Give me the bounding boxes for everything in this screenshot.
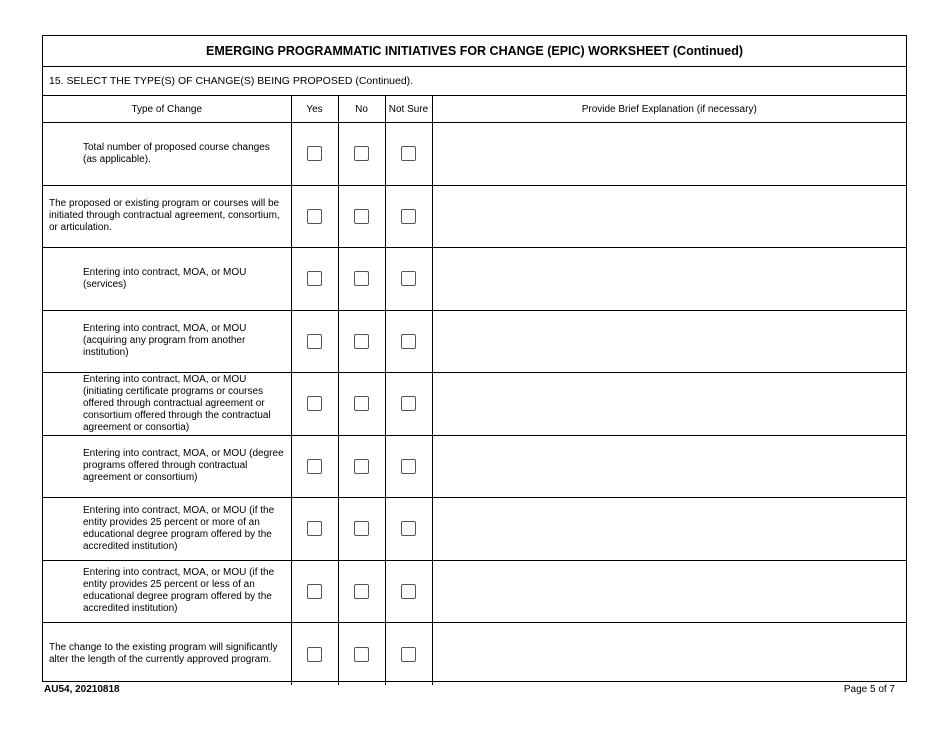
yes-checkbox[interactable] [307,647,322,662]
not-sure-checkbox[interactable] [401,396,416,411]
yes-checkbox[interactable] [307,271,322,286]
change-description-text: Entering into contract, MOA, or MOU (services) [83,266,247,290]
change-description-text: The proposed or existing program or courses will be initiated through contractual agreement, consortium, or articulation. [49,198,280,234]
table-row [43,185,906,248]
no-checkbox[interactable] [354,146,369,161]
col-yes-header: Yes [291,96,338,123]
yes-cell [291,623,338,686]
change-description [43,373,291,436]
no-checkbox[interactable] [354,459,369,474]
change-description-text: The change to the existing program will significantly alter the length of the currently approved program. [49,642,278,665]
no-cell [338,560,385,623]
change-description [43,123,291,186]
page-title: EMERGING PROGRAMMATIC INITIATIVES FOR CHANGE (EPIC) WORKSHEET (Continued) [43,36,906,67]
explanation-field[interactable] [432,623,906,686]
not-sure-checkbox[interactable] [401,521,416,536]
table-row [43,373,906,436]
explanation-field[interactable] [432,560,906,623]
change-description-text: Entering into contract, MOA, or MOU (if the entity provides 25 percent or less of an educational degree program offered by the accredited institution) [83,567,275,615]
yes-cell [291,560,338,623]
yes-checkbox[interactable] [307,584,322,599]
col-type-header: Type of Change [43,96,291,123]
explanation-field[interactable] [432,373,906,436]
yes-cell [291,123,338,186]
not-sure-cell [385,310,432,373]
change-description-text: Entering into contract, MOA, or MOU (acquiring any program from another institution) [83,323,247,359]
not-sure-cell [385,435,432,498]
not-sure-checkbox[interactable] [401,459,416,474]
table-row [43,310,906,373]
change-description [43,498,291,561]
yes-cell [291,373,338,436]
not-sure-cell [385,560,432,623]
not-sure-checkbox[interactable] [401,584,416,599]
not-sure-cell [385,623,432,686]
not-sure-cell [385,498,432,561]
no-checkbox[interactable] [354,209,369,224]
col-explanation-header: Provide Brief Explanation (if necessary) [432,96,906,123]
not-sure-checkbox[interactable] [401,146,416,161]
no-cell [338,123,385,186]
no-checkbox[interactable] [354,521,369,536]
table-row [43,123,906,186]
change-description-text: Entering into contract, MOA, or MOU (initiating certificate programs or courses offered through contractual agreement or consortium offered through the contractual agreement or consortia) [83,373,271,433]
section-heading: 15. SELECT THE TYPE(S) OF CHANGE(S) BEING PROPOSED (Continued). [43,67,906,96]
change-description [43,248,291,311]
yes-checkbox[interactable] [307,459,322,474]
not-sure-cell [385,185,432,248]
change-table [43,96,906,685]
yes-cell [291,185,338,248]
table-row [43,498,906,561]
change-description [43,560,291,623]
col-not-sure-header: Not Sure [385,96,432,123]
yes-cell [291,248,338,311]
explanation-field[interactable] [432,310,906,373]
not-sure-checkbox[interactable] [401,271,416,286]
no-cell [338,310,385,373]
table-row [43,560,906,623]
no-cell [338,623,385,686]
yes-cell [291,310,338,373]
change-description [43,310,291,373]
no-checkbox[interactable] [354,647,369,662]
explanation-field[interactable] [432,123,906,186]
col-no-header: No [338,96,385,123]
yes-checkbox[interactable] [307,396,322,411]
yes-checkbox[interactable] [307,334,322,349]
explanation-field[interactable] [432,498,906,561]
page-number: Page 5 of 7 [843,684,895,695]
yes-checkbox[interactable] [307,146,322,161]
no-cell [338,185,385,248]
not-sure-checkbox[interactable] [401,334,416,349]
not-sure-cell [385,373,432,436]
no-cell [338,373,385,436]
no-checkbox[interactable] [354,271,369,286]
no-checkbox[interactable] [354,396,369,411]
not-sure-checkbox[interactable] [401,209,416,224]
no-cell [338,435,385,498]
yes-checkbox[interactable] [307,521,322,536]
explanation-field[interactable] [432,248,906,311]
change-description [43,623,291,686]
worksheet-frame [42,35,907,682]
no-cell [338,498,385,561]
no-checkbox[interactable] [354,584,369,599]
change-description [43,435,291,498]
not-sure-cell [385,123,432,186]
change-description-text: Entering into contract, MOA, or MOU (degree programs offered through contractual agreement or consortium) [83,448,284,484]
yes-cell [291,435,338,498]
not-sure-cell [385,248,432,311]
table-row [43,248,906,311]
table-row [43,435,906,498]
change-description-text: Entering into contract, MOA, or MOU (if the entity provides 25 percent or more of an educational degree program offered by the accredited institution) [83,504,275,552]
form-id: AU54, 20210818 [44,684,120,695]
table-header-row [43,96,906,123]
not-sure-checkbox[interactable] [401,647,416,662]
explanation-field[interactable] [432,435,906,498]
change-description-text: Total number of proposed course changes (as applicable). [83,141,270,165]
no-checkbox[interactable] [354,334,369,349]
yes-checkbox[interactable] [307,209,322,224]
change-description [43,185,291,248]
explanation-field[interactable] [432,185,906,248]
no-cell [338,248,385,311]
yes-cell [291,498,338,561]
table-row [43,623,906,686]
